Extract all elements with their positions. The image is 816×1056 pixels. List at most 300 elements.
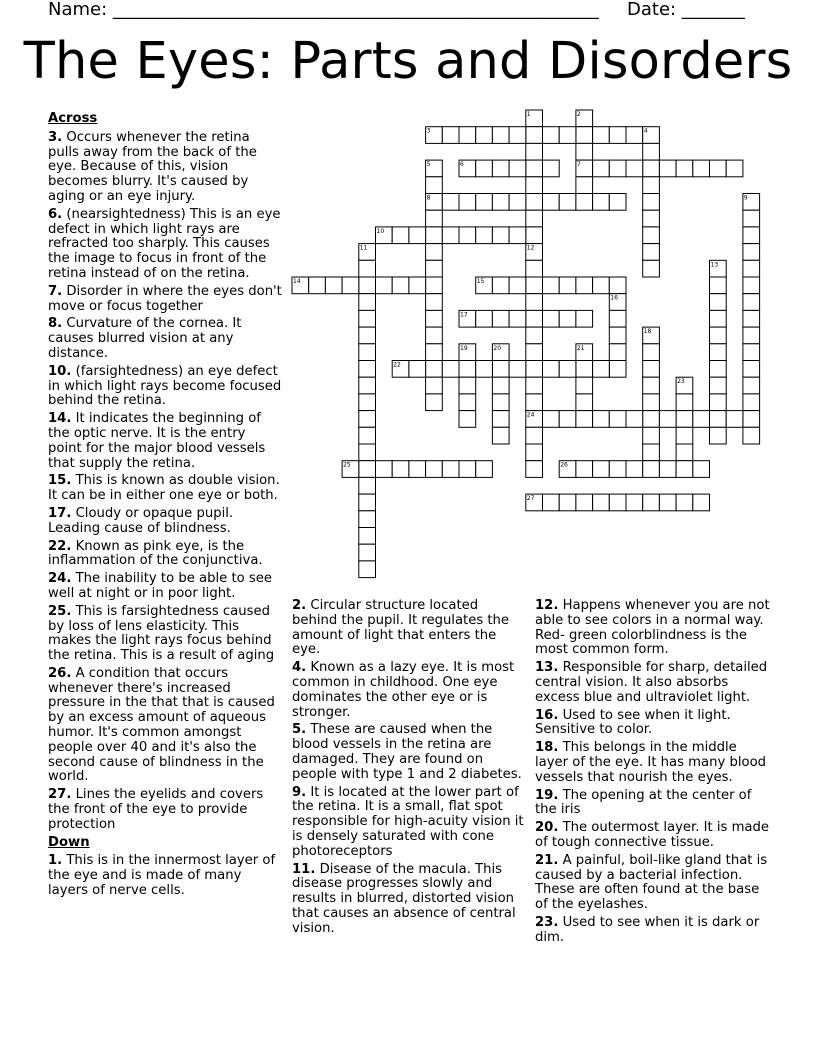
grid-cell[interactable] [526, 361, 543, 378]
page-title: The Eyes: Parts and Disorders [23, 32, 793, 91]
down-clue-text: Happens whenever you are not able to see colors in a normal way. Red- green colorblindness is the most common form. [535, 598, 770, 658]
grid-cell[interactable] [526, 143, 543, 160]
across-clue [48, 412, 283, 471]
grid-cell[interactable] [593, 194, 610, 211]
grid-cell[interactable] [459, 361, 476, 378]
grid-cell[interactable] [643, 344, 660, 361]
down-clue-text: The opening at the center of the iris [535, 787, 752, 818]
grid-cell-number: 25 [343, 461, 351, 469]
down-clue-number: 20. [535, 820, 559, 836]
grid-cell[interactable] [643, 444, 660, 461]
grid-cell[interactable] [693, 461, 710, 478]
grid-cell[interactable] [509, 194, 526, 211]
grid-cell[interactable] [659, 494, 676, 511]
across-clue-number: 26. [48, 665, 72, 681]
grid-cell[interactable] [409, 361, 426, 378]
grid-cell[interactable] [359, 327, 376, 344]
down-clue-text: This belongs in the middle layer of the eye. It has many blood vessels that nourish the eyes. [535, 740, 767, 785]
down-clue-number: 5. [292, 722, 307, 738]
grid-cell-number: 8 [426, 194, 431, 202]
down-clue [535, 709, 771, 739]
grid-cell[interactable] [726, 411, 743, 428]
grid-cell[interactable] [743, 227, 760, 244]
grid-cell[interactable] [609, 127, 626, 144]
across-clue-text: Disorder in where the eyes don't move or focus together [48, 283, 282, 314]
grid-cell[interactable] [426, 327, 443, 344]
across-clue-number: 8. [48, 316, 63, 332]
grid-cell[interactable] [359, 494, 376, 511]
grid-cell-number: 26 [560, 461, 568, 469]
grid-cell-number: 9 [743, 194, 748, 202]
grid-cell[interactable] [359, 411, 376, 428]
grid-cell[interactable] [526, 177, 543, 194]
grid-cell[interactable] [676, 461, 693, 478]
grid-cell[interactable] [359, 477, 376, 494]
grid-cell[interactable] [576, 127, 593, 144]
across-clue [48, 474, 283, 504]
grid-cell[interactable] [359, 361, 376, 378]
grid-cell[interactable] [426, 344, 443, 361]
grid-cell[interactable] [743, 310, 760, 327]
grid-cell[interactable] [426, 310, 443, 327]
across-clue [48, 605, 283, 664]
grid-cell[interactable] [526, 277, 543, 294]
down-clue [535, 854, 771, 913]
grid-cell[interactable] [576, 494, 593, 511]
down-clue-text: It is located at the lower part of the retina. It is a small, flat spot responsible for high-acuity vision it is densely saturated with cone photoreceptors [292, 784, 524, 859]
grid-cell[interactable] [643, 260, 660, 277]
grid-cell[interactable] [643, 160, 660, 177]
grid-cell[interactable] [526, 444, 543, 461]
grid-cell[interactable] [459, 127, 476, 144]
across-heading: Across [48, 111, 98, 126]
grid-cell[interactable] [359, 528, 376, 545]
across-clue-text: It indicates the beginning of the optic nerve. It is the entry point for the major blood vessels that supply the retina. [48, 411, 266, 471]
grid-cell-number: 17 [460, 311, 468, 319]
grid-cell[interactable] [492, 194, 509, 211]
down-clue-number: 16. [535, 707, 559, 723]
grid-cell[interactable] [659, 160, 676, 177]
down-clue-text: Disease of the macula. This disease progresses slowly and results in blurred, distorted vision that causes an absence of central vision. [292, 861, 516, 936]
grid-cell[interactable] [543, 194, 560, 211]
grid-cell[interactable] [476, 194, 493, 211]
grid-cell[interactable] [543, 160, 560, 177]
grid-cell[interactable] [743, 377, 760, 394]
grid-cell[interactable] [526, 160, 543, 177]
grid-cell[interactable] [676, 494, 693, 511]
grid-cell[interactable] [643, 461, 660, 478]
grid-cell[interactable] [492, 427, 509, 444]
across-clue-text: The inability to be able to see well at night or in poor light. [48, 571, 272, 601]
grid-cell[interactable] [576, 310, 593, 327]
grid-cell[interactable] [476, 361, 493, 378]
grid-cell[interactable] [526, 260, 543, 277]
grid-cell[interactable] [359, 260, 376, 277]
grid-cell[interactable] [676, 444, 693, 461]
grid-cell[interactable] [609, 160, 626, 177]
grid-cell-number: 5 [426, 161, 431, 169]
grid-cell[interactable] [609, 344, 626, 361]
grid-cell[interactable] [543, 361, 560, 378]
grid-cell[interactable] [492, 310, 509, 327]
grid-cell[interactable] [643, 427, 660, 444]
across-clue-list [48, 131, 283, 833]
grid-cell[interactable] [476, 127, 493, 144]
across-clue-number: 22. [48, 538, 72, 554]
grid-cell-number: 16 [610, 294, 618, 302]
grid-cell[interactable] [576, 377, 593, 394]
down-clue-number: 1. [48, 853, 63, 869]
across-clue-text: Occurs whenever the retina pulls away from the back of the eye. Because of this, vision becomes blurry. It's caused by aging or an eye injury. [48, 129, 257, 204]
grid-cell[interactable] [359, 427, 376, 444]
grid-cell[interactable] [426, 260, 443, 277]
grid-cell[interactable] [743, 210, 760, 227]
grid-cell[interactable] [576, 177, 593, 194]
grid-cell[interactable] [559, 194, 576, 211]
grid-cell[interactable] [643, 227, 660, 244]
grid-cell[interactable] [426, 244, 443, 261]
grid-cell[interactable] [693, 494, 710, 511]
grid-cell[interactable] [710, 277, 727, 294]
grid-cell[interactable] [526, 377, 543, 394]
grid-cell[interactable] [593, 160, 610, 177]
grid-cell[interactable] [626, 160, 643, 177]
across-clue-number: 17. [48, 505, 72, 521]
grid-cell[interactable] [726, 160, 743, 177]
down-clue-number: 21. [535, 852, 559, 868]
grid-cell[interactable] [626, 494, 643, 511]
grid-cell[interactable] [409, 461, 426, 478]
grid-cell[interactable] [325, 277, 342, 294]
grid-cell[interactable] [659, 461, 676, 478]
grid-cell-number: 2 [576, 111, 581, 118]
grid-cell[interactable] [693, 411, 710, 428]
grid-cell[interactable] [559, 361, 576, 378]
grid-cell[interactable] [426, 294, 443, 311]
across-clue-text: (nearsightedness) This is an eye defect in which light rays are refracted too sharply. This causes the image to focus in front of the retina instead of on the retina. [48, 206, 281, 281]
grid-cell[interactable] [359, 511, 376, 528]
grid-cell[interactable] [492, 377, 509, 394]
grid-cell[interactable] [626, 461, 643, 478]
grid-cell[interactable] [509, 361, 526, 378]
grid-cell-number: 19 [460, 344, 468, 352]
down-clue [292, 863, 524, 937]
grid-cell[interactable] [409, 277, 426, 294]
grid-cell[interactable] [526, 210, 543, 227]
grid-cell[interactable] [743, 244, 760, 261]
grid-cell[interactable] [359, 544, 376, 561]
grid-cell[interactable] [492, 411, 509, 428]
grid-cell[interactable] [442, 127, 459, 144]
down-clue [535, 789, 771, 819]
grid-cell[interactable] [492, 160, 509, 177]
grid-cell[interactable] [359, 310, 376, 327]
across-clue [48, 285, 283, 315]
grid-cell[interactable] [359, 394, 376, 411]
grid-cell[interactable] [526, 427, 543, 444]
grid-cell[interactable] [426, 377, 443, 394]
grid-cell[interactable] [492, 394, 509, 411]
grid-cell[interactable] [409, 227, 426, 244]
grid-cell[interactable] [559, 310, 576, 327]
grid-cell[interactable] [743, 394, 760, 411]
grid-cell[interactable] [676, 160, 693, 177]
grid-cell[interactable] [710, 427, 727, 444]
grid-cell[interactable] [626, 127, 643, 144]
down-clue [292, 599, 524, 658]
grid-cell[interactable] [459, 194, 476, 211]
grid-cell[interactable] [359, 561, 376, 578]
grid-cell[interactable] [359, 277, 376, 294]
grid-cell[interactable] [492, 277, 509, 294]
grid-cell[interactable] [743, 277, 760, 294]
grid-cell[interactable] [376, 461, 393, 478]
grid-cell[interactable] [543, 127, 560, 144]
grid-cell[interactable] [676, 394, 693, 411]
grid-cell[interactable] [509, 160, 526, 177]
date-field-line: Date: _______ [627, 0, 745, 20]
grid-cell[interactable] [609, 411, 626, 428]
grid-cell[interactable] [576, 143, 593, 160]
across-clue [48, 317, 283, 361]
grid-cell[interactable] [676, 411, 693, 428]
grid-cell[interactable] [743, 327, 760, 344]
grid-cell[interactable] [509, 127, 526, 144]
grid-cell[interactable] [476, 227, 493, 244]
grid-cell[interactable] [543, 494, 560, 511]
grid-cell[interactable] [526, 127, 543, 144]
grid-cell[interactable] [442, 194, 459, 211]
grid-cell[interactable] [710, 394, 727, 411]
grid-cell[interactable] [376, 277, 393, 294]
grid-cell[interactable] [643, 394, 660, 411]
grid-cell[interactable] [593, 494, 610, 511]
grid-cell[interactable] [526, 294, 543, 311]
grid-cell[interactable] [710, 294, 727, 311]
grid-cell[interactable] [442, 461, 459, 478]
down-clue-text: Known as a lazy eye. It is most common in childhood. One eye dominates the other eye or is stronger. [292, 660, 515, 720]
grid-cell[interactable] [442, 227, 459, 244]
down-clue [535, 599, 771, 658]
grid-cell-number: 10 [376, 227, 385, 235]
across-clue-number: 25. [48, 603, 72, 619]
down-clue [292, 661, 524, 720]
grid-cell[interactable] [693, 160, 710, 177]
grid-cell[interactable] [509, 277, 526, 294]
grid-cell[interactable] [359, 344, 376, 361]
grid-cell[interactable] [593, 361, 610, 378]
grid-cell[interactable] [576, 394, 593, 411]
grid-cell[interactable] [743, 361, 760, 378]
down-clue [535, 741, 771, 785]
grid-cell[interactable] [593, 277, 610, 294]
grid-cell-number: 15 [476, 278, 485, 285]
grid-cell[interactable] [426, 361, 443, 378]
grid-cell[interactable] [359, 461, 376, 478]
grid-cell[interactable] [609, 361, 626, 378]
across-clue-text: (farsightedness) an eye defect in which light rays become focused behind the retina. [48, 363, 282, 409]
down-clue [292, 723, 524, 782]
grid-cell[interactable] [609, 194, 626, 211]
grid-cell-number: 20 [493, 344, 502, 352]
grid-cell[interactable] [543, 277, 560, 294]
grid-cell[interactable] [392, 461, 409, 478]
down-clue [535, 916, 771, 946]
grid-cell[interactable] [593, 127, 610, 144]
grid-cell[interactable] [526, 310, 543, 327]
grid-cell[interactable] [710, 310, 727, 327]
down-clue-number: 11. [292, 861, 316, 877]
down-clue-text: Responsible for sharp, detailed central vision. It also absorbs excess blue and ultraviolet light. [535, 660, 768, 705]
grid-cell[interactable] [509, 227, 526, 244]
across-clue-text: A condition that occurs whenever there's increased pressure in the that that is caused by an excess amount of aqueous humor. It's common amongst people over 40 and it's also the second cause of blindness in the world. [48, 665, 275, 785]
grid-cell[interactable] [492, 127, 509, 144]
across-clue-text: Known as pink eye, is the inflammation of the conjunctiva. [48, 538, 263, 569]
grid-cell[interactable] [576, 461, 593, 478]
grid-cell[interactable] [476, 310, 493, 327]
grid-cell[interactable] [559, 277, 576, 294]
grid-cell[interactable] [626, 411, 643, 428]
down-clue-text: Circular structure located behind the pupil. It regulates the amount of light that enters the eye. [292, 598, 510, 658]
grid-cell[interactable] [309, 277, 326, 294]
grid-cell[interactable] [576, 194, 593, 211]
grid-cell[interactable] [710, 377, 727, 394]
grid-cell[interactable] [576, 277, 593, 294]
grid-cell[interactable] [609, 277, 626, 294]
down-clue-text: Used to see when it light. Sensitive to color. [535, 707, 731, 738]
across-clue-text: This is farsightedness caused by loss of lens elasticity. This makes the light rays focus behind the retina. This is a result of aging [48, 603, 275, 664]
grid-cell[interactable] [743, 344, 760, 361]
grid-cell[interactable] [543, 310, 560, 327]
grid-cell[interactable] [743, 411, 760, 428]
grid-cell[interactable] [676, 427, 693, 444]
grid-cell[interactable] [576, 361, 593, 378]
grid-cell[interactable] [593, 411, 610, 428]
down-clue-number: 19. [535, 787, 559, 803]
grid-cell[interactable] [609, 494, 626, 511]
grid-cell-number: 24 [526, 411, 535, 419]
grid-cell[interactable] [659, 411, 676, 428]
grid-cell[interactable] [710, 160, 727, 177]
grid-cell-number: 6 [460, 161, 464, 169]
grid-cell[interactable] [476, 160, 493, 177]
across-clue [48, 540, 283, 570]
grid-cell[interactable] [426, 277, 443, 294]
grid-cell[interactable] [459, 411, 476, 428]
grid-cell[interactable] [492, 361, 509, 378]
grid-cell[interactable] [426, 394, 443, 411]
grid-cell-number: 22 [393, 361, 401, 369]
grid-cell[interactable] [426, 177, 443, 194]
down-heading: Down [48, 834, 90, 850]
grid-cell[interactable] [459, 227, 476, 244]
grid-cell[interactable] [609, 461, 626, 478]
across-clue-number: 10. [48, 363, 72, 379]
grid-cell[interactable] [526, 344, 543, 361]
grid-cell[interactable] [593, 461, 610, 478]
grid-cell[interactable] [710, 327, 727, 344]
down-clue [48, 854, 283, 898]
grid-cell[interactable] [526, 227, 543, 244]
grid-cell-number: 4 [643, 127, 648, 135]
grid-cell[interactable] [743, 427, 760, 444]
grid-cell[interactable] [609, 310, 626, 327]
grid-cell[interactable] [359, 444, 376, 461]
grid-cell[interactable] [476, 461, 493, 478]
grid-cell[interactable] [559, 494, 576, 511]
grid-cell[interactable] [643, 244, 660, 261]
grid-cell[interactable] [643, 143, 660, 160]
grid-cell-number: 7 [576, 161, 581, 169]
grid-cell-number: 12 [526, 244, 535, 252]
grid-cell[interactable] [643, 361, 660, 378]
grid-cell[interactable] [643, 377, 660, 394]
grid-cell[interactable] [576, 411, 593, 428]
grid-cell[interactable] [609, 327, 626, 344]
grid-cell[interactable] [643, 210, 660, 227]
grid-cell[interactable] [526, 194, 543, 211]
grid-cell[interactable] [492, 227, 509, 244]
down-clue-text: These are caused when the blood vessels in the retina are damaged. They are found on people with type 1 and 2 diabetes. [292, 722, 522, 782]
grid-cell[interactable] [442, 361, 459, 378]
grid-cell[interactable] [543, 411, 560, 428]
down-clue-text: This is in the innermost layer of the eye and is made of many layers of nerve cells. [48, 853, 276, 899]
across-clue-number: 14. [48, 411, 72, 427]
grid-cell[interactable] [392, 277, 409, 294]
down-clue-number: 12. [535, 598, 559, 613]
grid-cell[interactable] [643, 177, 660, 194]
grid-cell[interactable] [526, 394, 543, 411]
grid-cell[interactable] [526, 461, 543, 478]
grid-cell[interactable] [459, 461, 476, 478]
grid-cell[interactable] [426, 210, 443, 227]
grid-cell[interactable] [559, 127, 576, 144]
grid-cell[interactable] [743, 260, 760, 277]
grid-cell[interactable] [426, 227, 443, 244]
grid-cell[interactable] [459, 377, 476, 394]
down-clue-number: 9. [292, 784, 307, 800]
name-field-line: Name: ______________________________________________________ [48, 0, 599, 20]
grid-cell[interactable] [342, 277, 359, 294]
across-clue-number: 3. [48, 129, 63, 145]
grid-cell-number: 11 [359, 244, 368, 252]
grid-cell-number: 1 [526, 111, 531, 118]
grid-cell[interactable] [643, 494, 660, 511]
across-clue [48, 131, 283, 205]
grid-cell[interactable] [359, 377, 376, 394]
down-clue-list-part3 [535, 599, 771, 946]
grid-cell[interactable] [392, 227, 409, 244]
grid-cell[interactable] [710, 411, 727, 428]
grid-cell[interactable] [643, 194, 660, 211]
grid-cell[interactable] [459, 394, 476, 411]
across-clue-number: 15. [48, 473, 72, 489]
grid-cell-number: 21 [576, 344, 585, 352]
grid-cell[interactable] [643, 411, 660, 428]
grid-cell[interactable] [743, 294, 760, 311]
grid-cell[interactable] [509, 310, 526, 327]
across-clue-text: Curvature of the cornea. It causes blurred vision at any distance. [48, 316, 242, 361]
grid-cell[interactable] [526, 327, 543, 344]
grid-cell[interactable] [710, 361, 727, 378]
across-clue-text: Cloudy or opaque pupil. Leading cause of blindness. [48, 505, 234, 536]
grid-cell[interactable] [710, 344, 727, 361]
grid-cell[interactable] [426, 461, 443, 478]
across-clue [48, 365, 283, 409]
grid-cell[interactable] [559, 411, 576, 428]
across-clue [48, 667, 283, 785]
grid-cell[interactable] [359, 294, 376, 311]
